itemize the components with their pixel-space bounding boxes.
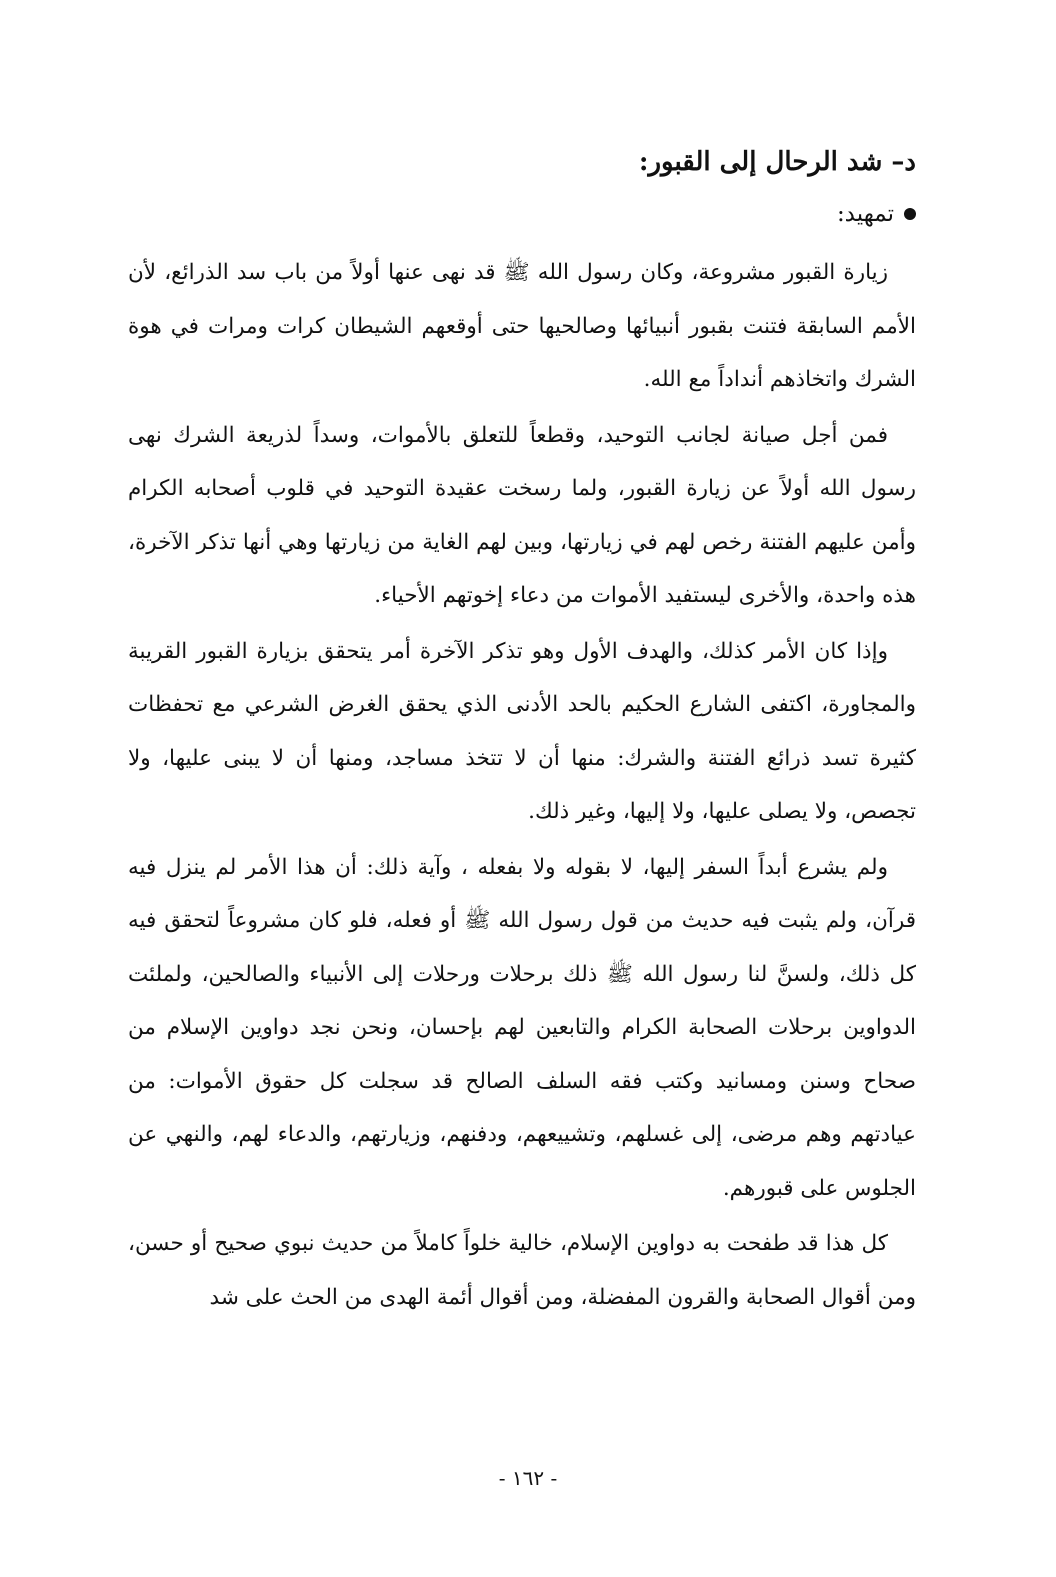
section-heading: د– شد الرحال إلى القبور:: [638, 147, 916, 177]
paragraph: ولم يشرع أبداً السفر إليها، لا بقوله ولا بفعله ، وآية ذلك: أن هذا الأمر لم ينزل فيه قرآن، ولم يثبت فيه حديث من قول رسول الله ﷺ أو فعله، فلو كان مشروعاً لتحقق فيه كل ذلك، ولسنَّ لنا رسول الله ﷺ ذلك برحلات ورحلات إلى الأنبياء والصالحين، ولملئت الدواوين برحلات الصحابة الكرام والتابعين لهم بإحسان، ونحن نجد دواوين الإسلام من صحاح وسنن ومسانيد وكتب فقه السلف الصالح قد سجلت كل حقوق الأموات: من عيادتهم وهم مرضى، إلى غسلهم، وتشييعهم، ودفنهم، وزيارتهم، والدعاء لهم، والنهي عن الجلوس على قبورهم.: [128, 854, 916, 1201]
bullet-icon: [904, 208, 916, 220]
paragraph: وإذا كان الأمر كذلك، والهدف الأول وهو تذكر الآخرة أمر يتحقق بزيارة القبور القريبة والمجاورة، اكتفى الشارع الحكيم بالحد الأدنى الذي يحقق الغرض الشرعي مع تحفظات كثيرة تسد ذرائع الفتنة والشرك: منها أن لا تتخذ مساجد، ومنها أن لا يبنى عليها، ولا تجصص، ولا يصلى عليها، ولا إليها، وغير ذلك.: [128, 638, 916, 824]
page-body: [128, 142, 916, 1326]
page-number: - ١٦٢ -: [498, 1466, 558, 1490]
intro-line: [128, 196, 916, 232]
paragraph: كل هذا قد طفحت به دواوين الإسلام، خالية خلواً كاملاً من حديث نبوي صحيح أو حسن، ومن أقوال الصحابة والقرون المفضلة، ومن أقوال أئمة الهدى من الحث على شد: [128, 1231, 916, 1310]
paragraph: زيارة القبور مشروعة، وكان رسول الله ﷺ قد نهى عنها أولاً من باب سد الذرائع، لأن الأمم السابقة فتنت بقبور أنبيائها وصالحيها حتى أوقعهم الشيطان كرات ومرات في هوة الشرك واتخاذهم أنداداً مع الله.: [128, 260, 916, 392]
intro-label: تمهيد:: [836, 201, 894, 227]
paragraph: فمن أجل صيانة لجانب التوحيد، وقطعاً للتعلق بالأموات، وسداً لذريعة الشرك نهى رسول الله أولاً عن زيارة القبور، ولما رسخت عقيدة التوحيد في قلوب أصحابه الكرام وأمن عليهم الفتنة رخص لهم في زيارتها، وبين لهم الغاية من زيارتها وهي أنها تذكر الآخرة، هذه واحدة، والأخرى ليستفيد الأموات من دعاء إخوتهم الأحياء.: [128, 422, 916, 608]
